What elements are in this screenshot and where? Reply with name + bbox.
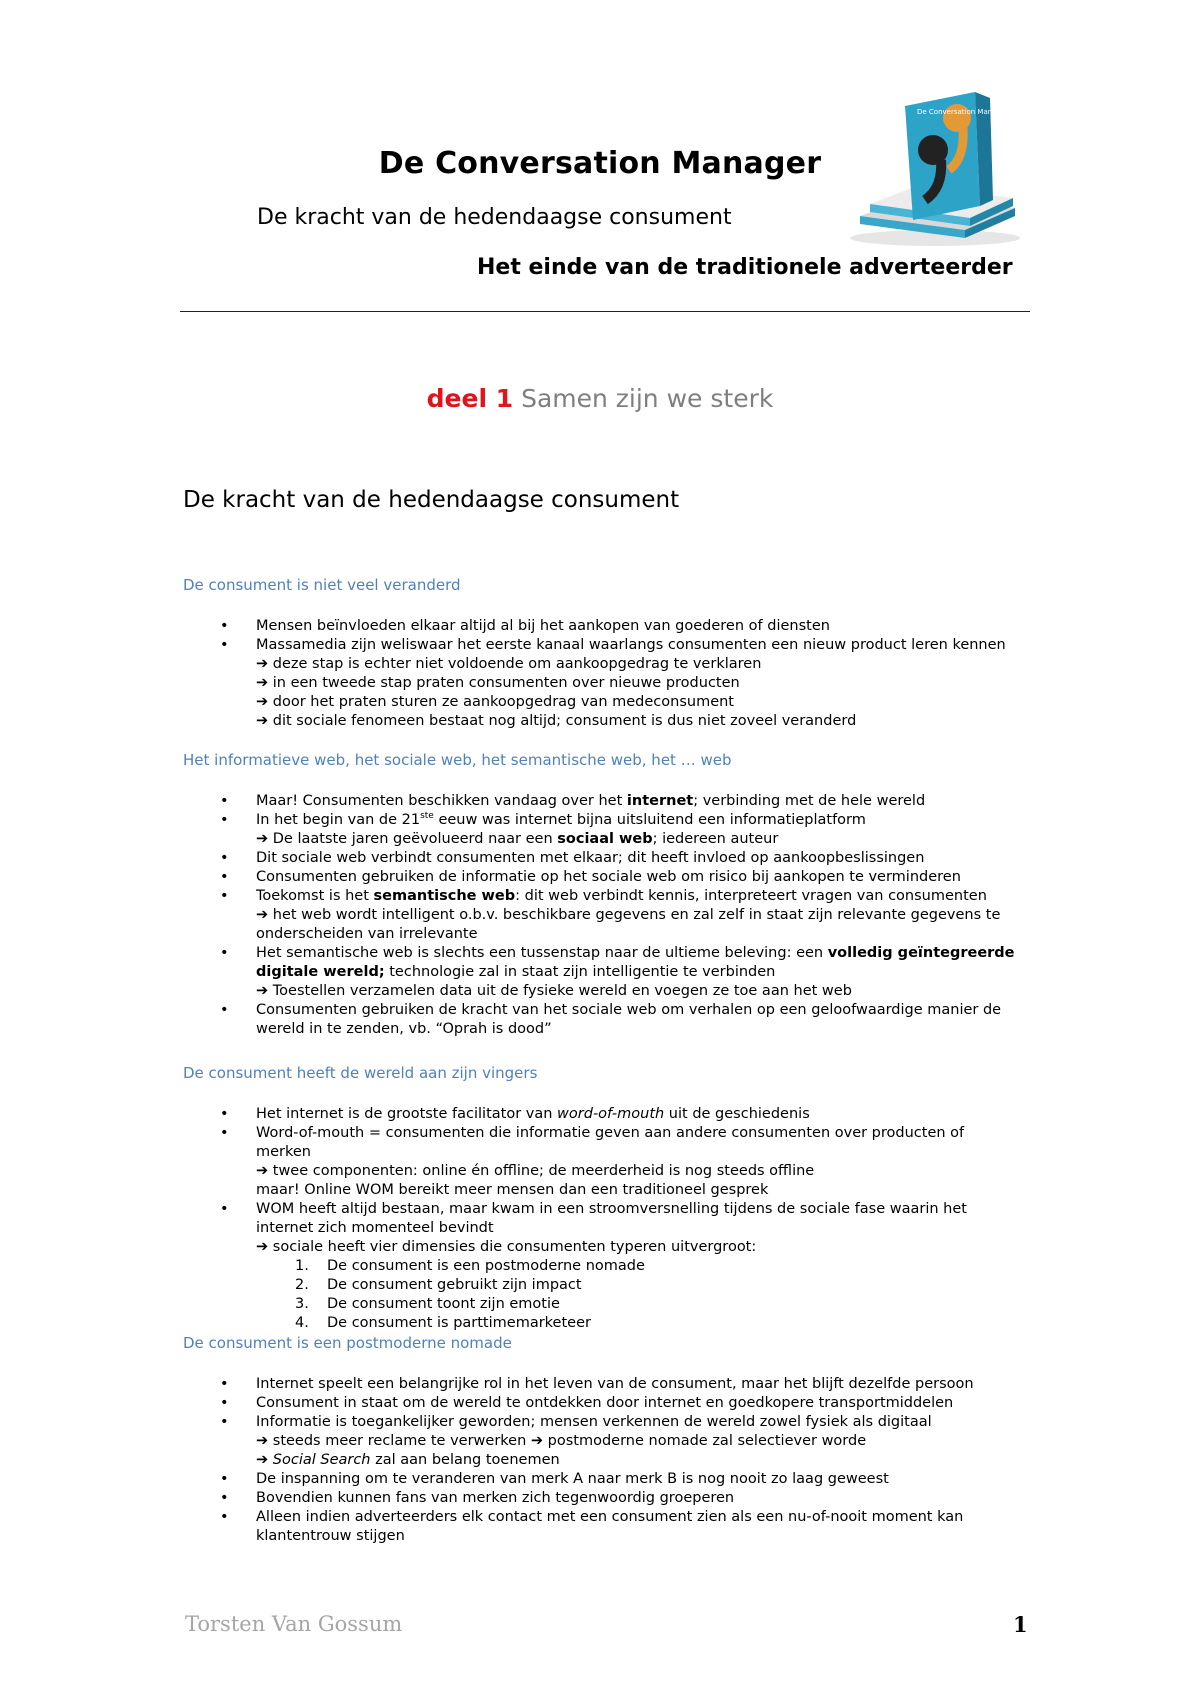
part-title: Samen zijn we sterk xyxy=(521,384,774,413)
bullet-list-3 xyxy=(0,1105,1200,1333)
list-item: • Consumenten gebruiken de informatie op het sociale web om risico bij aankopen te verminderen xyxy=(220,869,961,885)
arrow-icon: ➔ xyxy=(256,983,269,999)
arrow-icon: ➔ xyxy=(256,1163,269,1179)
part-heading xyxy=(0,384,1200,413)
list-item: • Het semantische web is slechts een tussenstap naar de ultieme beleving: een volledig geïntegreerde digitale wereld; technologie zal in staat zijn intelligentie te verbinden ➔ Toestellen verzamelen data uit de fysieke wereld en voegen ze toe aan het web xyxy=(220,945,1015,999)
arrow-icon: ➔ xyxy=(256,675,269,691)
document-subtitle-1: De kracht van de hedendaagse consument xyxy=(257,205,732,230)
section-heading: De kracht van de hedendaagse consument xyxy=(183,487,680,513)
arrow-icon: ➔ xyxy=(256,907,269,923)
numbered-item: 4. De consument is parttimemarketeer xyxy=(295,1315,591,1331)
list-item: • Consument in staat om de wereld te ontdekken door internet en goedkopere transportmiddelen xyxy=(220,1395,954,1411)
bullet-list-1 xyxy=(0,617,1200,731)
list-item: • WOM heeft altijd bestaan, maar kwam in een stroomversnelling tijdens de sociale fase waarin het internet zich momenteel bevindt ➔ sociale heeft vier dimensies die consumenten typeren uitvergroot: 1. De consument is een postmoderne nomade 2. De consument gebruikt zijn impact 3. De consument toont zijn emotie 4. De consument is parttimemarketeer xyxy=(0,1200,1200,1333)
arrow-icon: ➔ xyxy=(256,694,269,710)
arrow-icon: ➔ xyxy=(256,656,269,672)
list-item: • De inspanning om te veranderen van merk A naar merk B is nog nooit zo laag geweest xyxy=(220,1471,889,1487)
subsection-title-1: De consument is niet veel veranderd xyxy=(183,576,461,594)
list-item: • Maar! Consumenten beschikken vandaag over het internet; verbinding met de hele wereld xyxy=(220,793,926,809)
bullet-list-2 xyxy=(0,792,1200,1039)
list-item: • Massamedia zijn weliswaar het eerste kanaal waarlangs consumenten een nieuw product leren kennen ➔ deze stap is echter niet voldoende om aankoopgedrag te verklaren ➔ in een tweede stap praten consumenten over nieuwe producten ➔ door het praten sturen ze aankoopgedrag van medeconsument ➔ dit sociale fenomeen bestaat nog altijd; consument is dus niet zoveel veranderd xyxy=(220,637,1006,729)
list-item: • Bovendien kunnen fans van merken zich tegenwoordig groeperen xyxy=(220,1490,735,1506)
list-item: • In het begin van de 21ste eeuw was internet bijna uitsluitend een informatieplatform ➔ De laatste jaren geëvolueerd naar een sociaal web; iedereen auteur xyxy=(220,811,866,847)
list-item: • Dit sociale web verbindt consumenten met elkaar; dit heeft invloed op aankoopbeslissingen xyxy=(220,850,925,866)
document-subtitle-2: Het einde van de traditionele adverteerder xyxy=(477,255,1013,280)
list-item: • Consumenten gebruiken de kracht van het sociale web om verhalen op een geloofwaardige manier de wereld in te zenden, vb. “Oprah is dood” xyxy=(220,1002,1002,1037)
arrow-icon: ➔ xyxy=(530,1433,544,1449)
list-item: • Informatie is toegankelijker geworden; mensen verkennen de wereld zowel fysiek als digitaal ➔ steeds meer reclame te verwerken ➔ postmoderne nomade zal selectiever worde ➔ Social Search zal aan belang toenemen xyxy=(220,1414,932,1468)
numbered-item: 1. De consument is een postmoderne nomade xyxy=(295,1258,645,1274)
book-stack-image xyxy=(845,88,1025,248)
arrow-icon: ➔ xyxy=(256,1239,269,1255)
list-item: • Mensen beïnvloeden elkaar altijd al bij het aankopen van goederen of diensten xyxy=(220,618,830,634)
document-title: De Conversation Manager xyxy=(378,146,822,181)
bullet-list-4 xyxy=(0,1375,1200,1546)
numbered-item: 2. De consument gebruikt zijn impact xyxy=(295,1277,582,1293)
numbered-list xyxy=(256,1257,1020,1333)
subsection-title-2: Het informatieve web, het sociale web, het semantische web, het … web xyxy=(183,751,732,769)
arrow-icon: ➔ xyxy=(256,1433,269,1449)
subsection-title-3: De consument heeft de wereld aan zijn vingers xyxy=(183,1064,538,1082)
subsection-title-4: De consument is een postmoderne nomade xyxy=(183,1334,512,1352)
book-cover-text: De Conversation Manager xyxy=(917,108,1009,116)
list-item: • Toekomst is het semantische web: dit web verbindt kennis, interpreteert vragen van consumenten ➔ het web wordt intelligent o.b.v. beschikbare gegevens en zal zelf in staat zijn relevante gegevens te onderscheiden van irrelevante xyxy=(220,888,1001,942)
page-number: 1 xyxy=(1013,1612,1028,1637)
list-item: • Internet speelt een belangrijke rol in het leven van de consument, maar het blijft dezelfde persoon xyxy=(220,1376,974,1392)
header-divider xyxy=(180,311,1030,312)
arrow-icon: ➔ xyxy=(256,713,269,729)
list-item: • Alleen indien adverteerders elk contact met een consument zien als een nu-of-nooit moment kan klantentrouw stijgen xyxy=(220,1509,964,1544)
numbered-item: 3. De consument toont zijn emotie xyxy=(295,1296,560,1312)
arrow-icon: ➔ xyxy=(256,831,269,847)
arrow-icon: ➔ xyxy=(256,1452,269,1468)
list-item: • Het internet is de grootste facilitator van word-of-mouth uit de geschiedenis xyxy=(220,1106,810,1122)
list-item: • Word-of-mouth = consumenten die informatie geven aan andere consumenten over producten of merken ➔ twee componenten: online én offline; de meerderheid is nog steeds offline maar! Online WOM bereikt meer mensen dan een traditioneel gesprek xyxy=(220,1125,965,1198)
part-label: deel 1 xyxy=(426,384,514,413)
footer-author: Torsten Van Gossum xyxy=(185,1612,403,1636)
